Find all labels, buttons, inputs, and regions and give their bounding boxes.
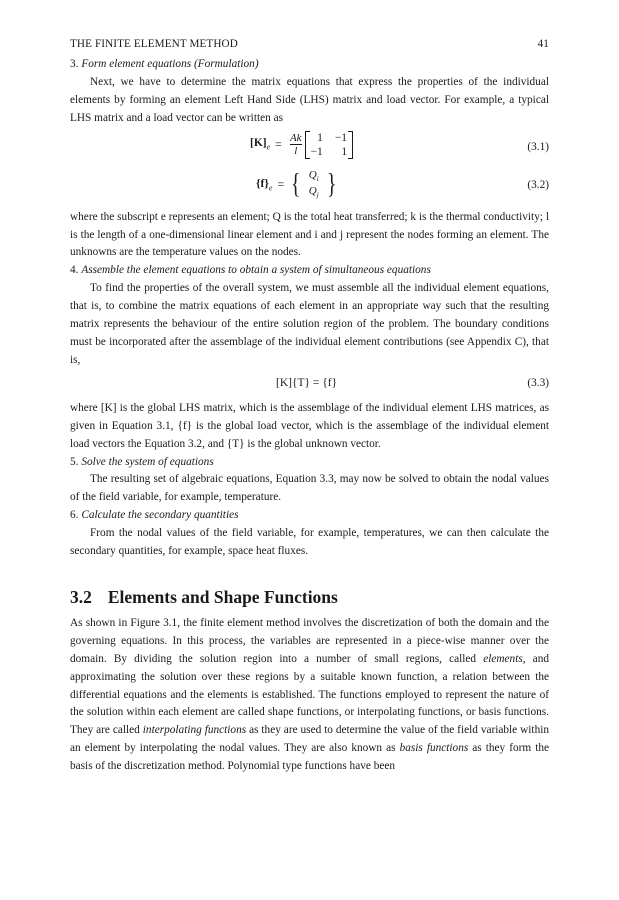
step-3-number: 3. xyxy=(70,58,79,70)
step-5-number: 5. xyxy=(70,455,79,468)
paragraph-after-eq33: where [K] is the global LHS matrix, which is the assemblage of the individual element LHS matrices, as given in Equation 3.1, {f} is the global load vector, which is the assemblage of the individual element load vectors the Equation 3.2, and {T} is the global unknown vector. xyxy=(70,401,549,450)
page-number: 41 xyxy=(537,38,549,50)
section-title: Elements and Shape Functions xyxy=(107,586,338,607)
equation-3-1 xyxy=(70,131,549,169)
step-5-title: Solve the system of equations xyxy=(81,455,214,468)
eq32-lhs-sub: e xyxy=(268,182,273,192)
equation-3-2-label: (3.2) xyxy=(527,178,549,191)
step-5-paragraph: The resulting set of algebraic equations, Equation 3.3, may now be solved to obtain the nodal values of the field variable, for example, temperature. xyxy=(70,473,549,504)
step-3-paragraph: Next, we have to determine the matrix equations that express the properties of the individual elements by forming an element Left Hand Side (LHS) matrix and load vector. For example, a typical LHS matrix and a load vector can be written as xyxy=(70,75,549,124)
page xyxy=(70,38,549,776)
right-brace-icon: } xyxy=(326,168,337,200)
section-heading xyxy=(70,585,549,609)
step-3-title: Form element equations (Formulation) xyxy=(81,58,259,70)
eq32-q1-sub: i xyxy=(316,173,319,183)
step-6-paragraph: From the nodal values of the field variable, for example, temperatures, we can then calculate the secondary quantities, for example, space heat fluxes. xyxy=(70,527,549,558)
equation-3-2-body xyxy=(256,169,338,201)
emphasis: interpolating functions xyxy=(142,724,247,737)
eq31-lhs: [K] xyxy=(250,137,267,150)
step-3-heading xyxy=(70,56,549,74)
paragraph-after-eq32: where the subscript e represents an element; Q is the total heat transferred; k is the thermal conductivity; l is the length of a one-dimensional linear element and i and j represent the nodes forming an element. The unknowns are the temperature values on the nodes. xyxy=(70,210,549,259)
step-4-heading xyxy=(70,262,549,280)
step-4-paragraph: To find the properties of the overall system, we must assemble all the individual element equations, that is, to combine the matrix equations of each element in an appropriate way such that the resulting matrix represents the behaviour of the entire solution region of the problem. The boundary conditions must be incorporated after the assemblage of the individual element contributions (see Appendix C), that is, xyxy=(70,282,549,366)
section-text: , and approximating the solution over these regions by a suitable known function, a relation between the differential equations and the elements is established. The functions employed to represent the nature of the solution within each element are called shape functions, or interpolating functions, or basis functions. They are called xyxy=(70,652,549,737)
matrix-cell: −1 xyxy=(334,131,348,144)
eq32-q1: Q xyxy=(308,168,317,181)
equation-3-3 xyxy=(70,370,549,400)
eq32-q2: Q xyxy=(308,184,317,197)
step-5-heading xyxy=(70,454,549,472)
eq32-equals: = xyxy=(277,177,285,192)
eq31-lhs-sub: e xyxy=(266,142,271,152)
step-6-title: Calculate the secondary quantities xyxy=(81,509,239,522)
matrix-cell: 1 xyxy=(341,145,348,158)
eq32-vector xyxy=(303,169,325,201)
equation-3-3-label: (3.3) xyxy=(527,376,549,389)
section-text: As shown in Figure 3.1, the finite element method involves the discretization of both the domain and the governing equations. In this process, the variables are represented in a piece-wise manner over the domain. By dividing the solution region into a number of small regions, called xyxy=(70,616,549,665)
emphasis: basis functions xyxy=(399,742,469,755)
eq31-denominator: l xyxy=(294,145,298,158)
eq31-numerator: Ak xyxy=(289,132,302,145)
section-paragraph xyxy=(70,615,549,776)
eq32-q2-sub: j xyxy=(316,190,319,199)
section-text: as they form the basis of the discretization method. Polynomial type functions have been xyxy=(70,742,549,773)
eq31-equals: = xyxy=(275,137,282,152)
step-4-title: Assemble the element equations to obtain a system of simultaneous equations xyxy=(81,264,431,277)
eq31-fraction xyxy=(290,132,302,157)
left-brace-icon: { xyxy=(291,168,301,200)
equation-3-2 xyxy=(70,169,549,209)
section-text: as they are used to determine the value of the field variable within an element by interpolating the nodal values. They are also known as xyxy=(70,724,550,755)
matrix-cell: 1 xyxy=(317,131,323,144)
step-6-heading xyxy=(70,507,549,525)
running-header xyxy=(70,38,549,56)
section-number: 3.2 xyxy=(70,586,92,607)
matrix-cell: −1 xyxy=(310,145,323,158)
equation-3-1-label: (3.1) xyxy=(527,140,549,153)
step-4-number: 4. xyxy=(70,264,79,277)
equation-3-1-body xyxy=(250,131,353,159)
eq31-matrix xyxy=(305,131,354,159)
equation-3-3-body: [K]{T} = {f} xyxy=(276,376,338,389)
eq32-lhs: {f} xyxy=(256,177,269,190)
running-title: THE FINITE ELEMENT METHOD xyxy=(70,38,238,50)
step-6-number: 6. xyxy=(70,509,79,522)
emphasis: elements xyxy=(483,652,523,665)
